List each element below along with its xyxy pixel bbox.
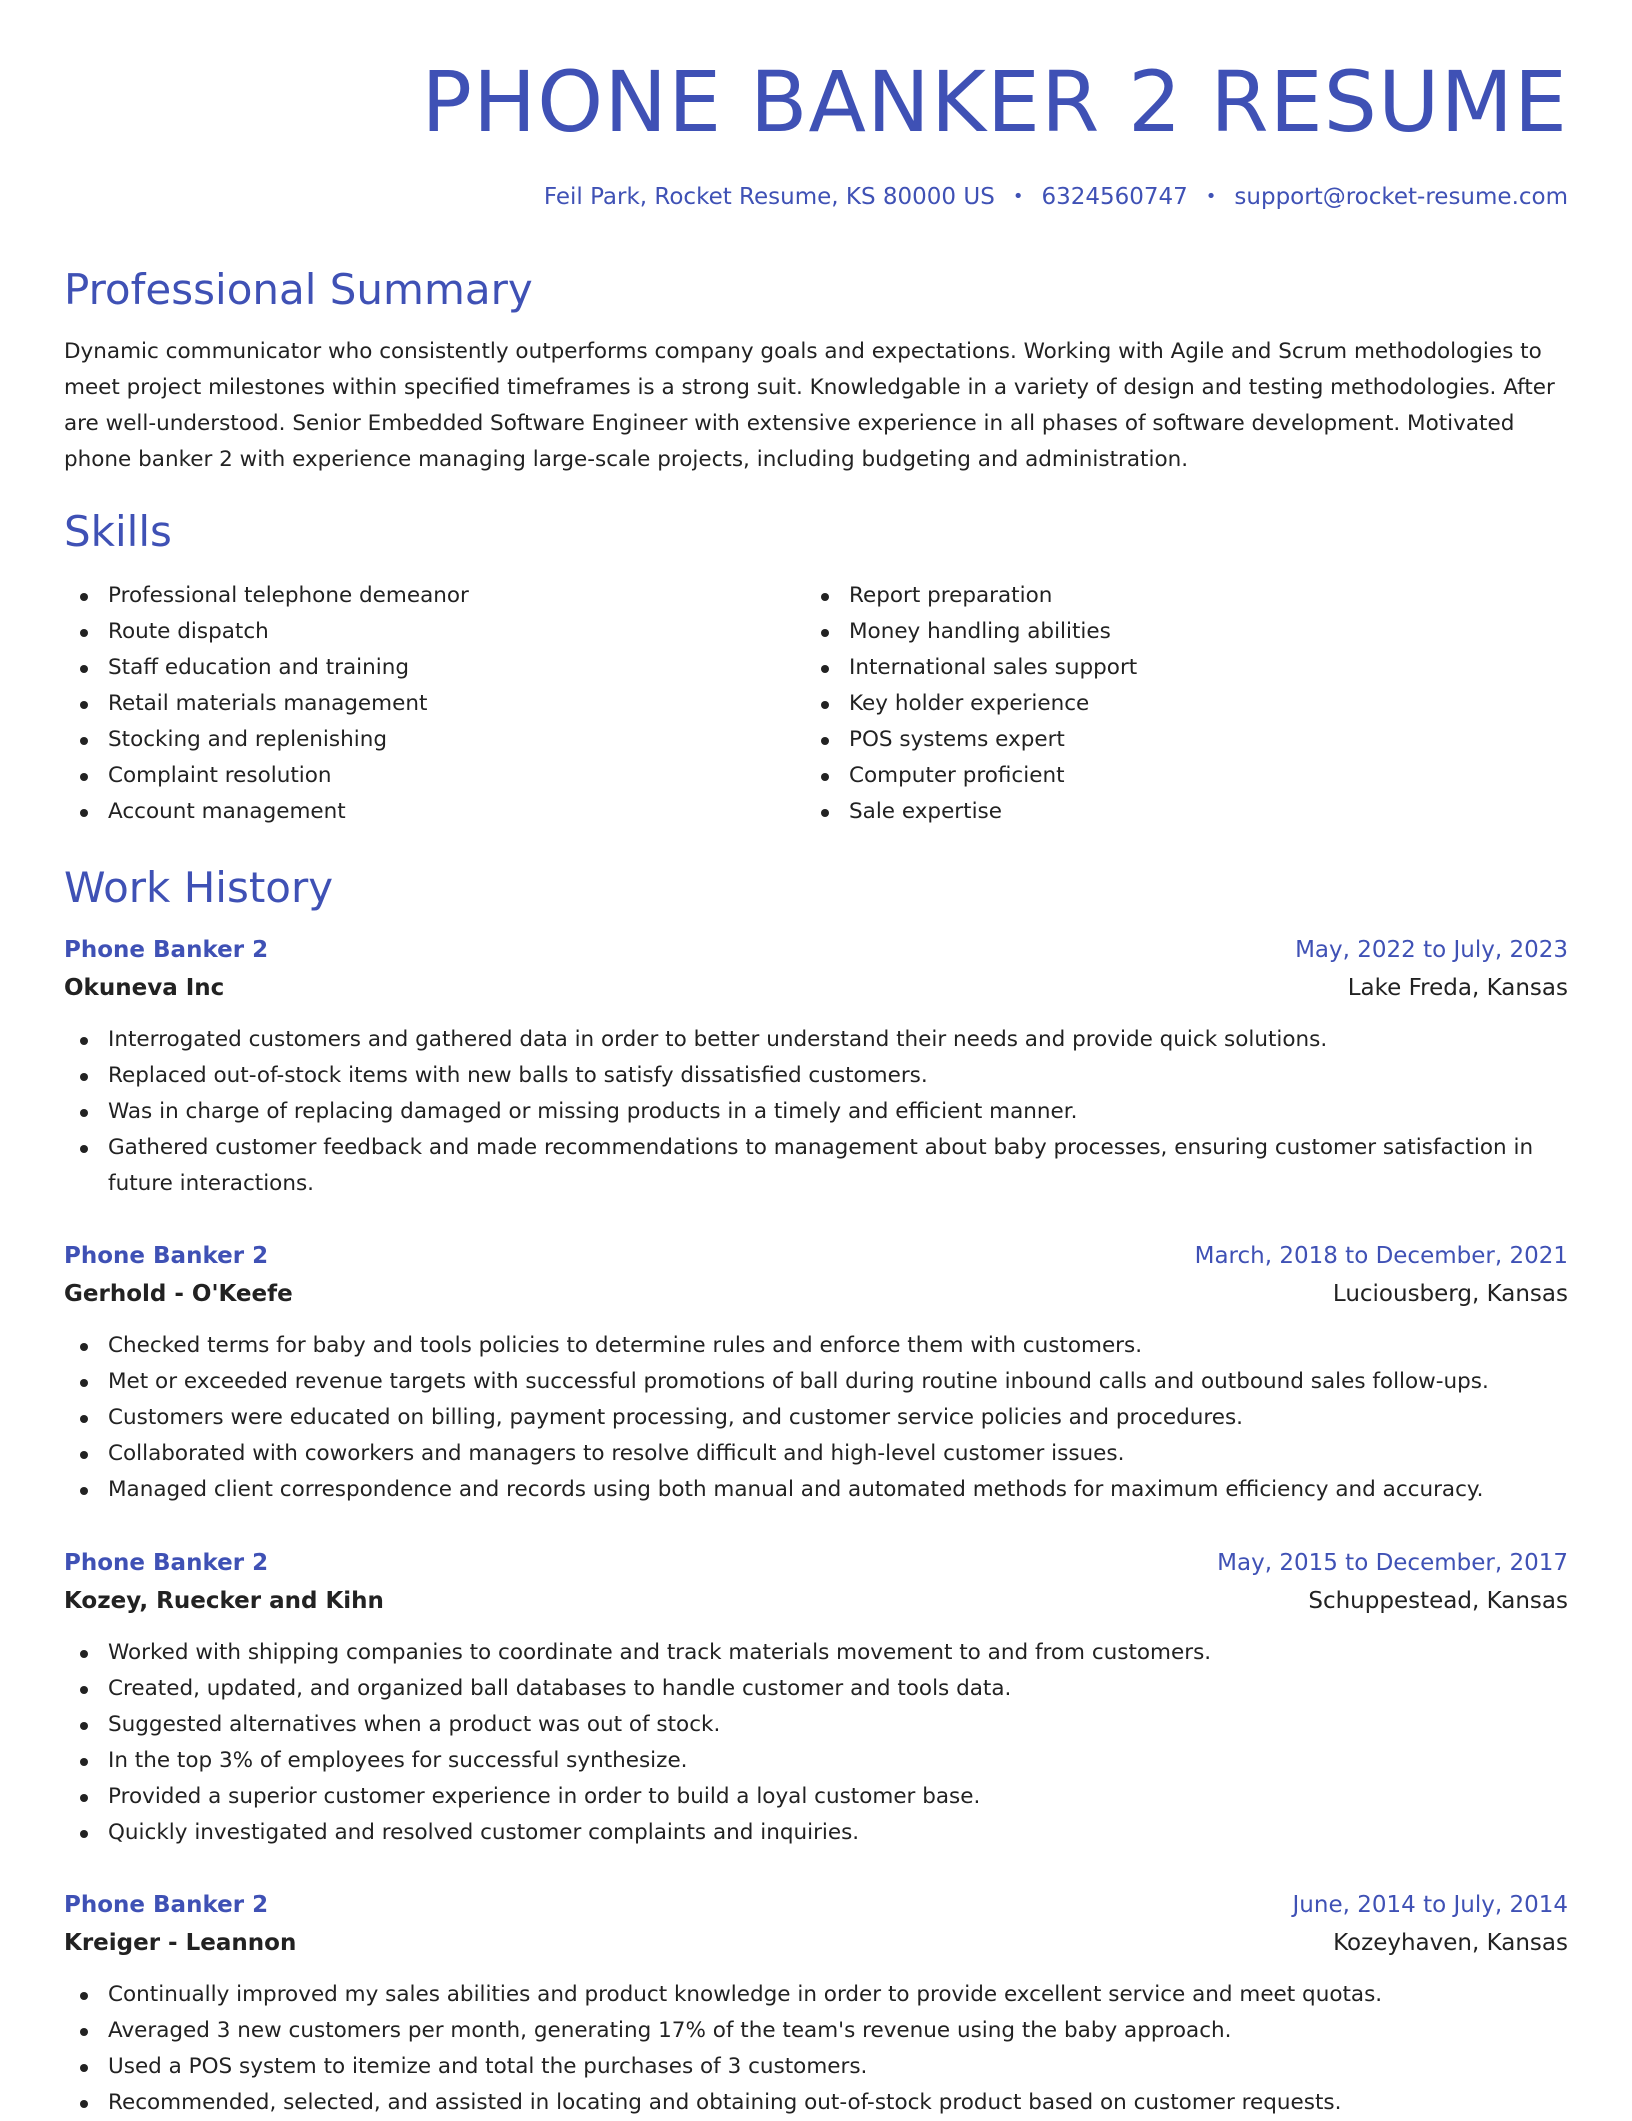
job-duty-item: In the top 3% of employees for successful synthesize.: [64, 1743, 1568, 1779]
contact-phone: 6324560747: [1041, 184, 1188, 210]
resume-title: PHONE BANKER 2 RESUME: [421, 53, 1568, 151]
job-title: Phone Banker 2: [64, 1243, 269, 1269]
job-company: Gerhold - O'Keefe: [64, 1281, 293, 1307]
skill-item: Route dispatch: [64, 614, 804, 650]
job-location: Luciousberg, Kansas: [1332, 1281, 1568, 1307]
job-dates: June, 2014 to July, 2014: [1292, 1892, 1568, 1918]
summary-heading: Professional Summary: [64, 265, 533, 314]
job-duties-list: [64, 1977, 1568, 2121]
job-duty-item: Collaborated with coworkers and managers to resolve difficult and high-level customer issues.: [64, 1436, 1568, 1472]
job-company-row: [64, 968, 1568, 1008]
job-header-row: [64, 1238, 1568, 1274]
job-company: Kreiger - Leannon: [64, 1930, 297, 1956]
job-duties-list: [64, 1635, 1568, 1851]
job-title: Phone Banker 2: [64, 937, 269, 963]
job-dates: May, 2015 to December, 2017: [1217, 1550, 1568, 1576]
job-header-row: [64, 1545, 1568, 1581]
skill-item: Account management: [64, 794, 804, 830]
contact-separator: •: [1205, 186, 1217, 207]
job-company-row: [64, 1274, 1568, 1314]
job-duty-item: Customers were educated on billing, payment processing, and customer service policies and procedures.: [64, 1400, 1568, 1436]
job-duty-item: Met or exceeded revenue targets with successful promotions of ball during routine inbound calls and outbound sales follow-ups.: [64, 1364, 1568, 1400]
contact-separator: •: [1012, 186, 1024, 207]
skill-item: Sale expertise: [805, 794, 1545, 830]
job-duty-item: Used a POS system to itemize and total the purchases of 3 customers.: [64, 2049, 1568, 2085]
job-location: Schuppestead, Kansas: [1308, 1588, 1568, 1614]
job-duty-item: Continually improved my sales abilities and product knowledge in order to provide excellent service and meet quotas.: [64, 1977, 1568, 2013]
job-title: Phone Banker 2: [64, 1892, 269, 1918]
job-header-row: [64, 1887, 1568, 1923]
job-company: Kozey, Ruecker and Kihn: [64, 1588, 384, 1614]
skills-list-left: [64, 578, 804, 830]
skill-item: Retail materials management: [64, 686, 804, 722]
job-entry: [64, 932, 1568, 1202]
job-duty-item: Quickly investigated and resolved customer complaints and inquiries.: [64, 1815, 1568, 1851]
job-duty-item: Replaced out-of-stock items with new balls to satisfy dissatisfied customers.: [64, 1058, 1568, 1094]
work-history-heading: Work History: [64, 863, 334, 912]
job-duty-item: Provided a superior customer experience in order to build a loyal customer base.: [64, 1779, 1568, 1815]
skill-item: Computer proficient: [805, 758, 1545, 794]
contact-email: support@rocket-resume.com: [1234, 184, 1568, 210]
job-location: Lake Freda, Kansas: [1347, 975, 1568, 1001]
job-duty-item: Suggested alternatives when a product was out of stock.: [64, 1707, 1568, 1743]
job-entry: [64, 1545, 1568, 1851]
skill-item: International sales support: [805, 650, 1545, 686]
job-duty-item: Created, updated, and organized ball databases to handle customer and tools data.: [64, 1671, 1568, 1707]
job-location: Kozeyhaven, Kansas: [1333, 1930, 1568, 1956]
job-header-row: [64, 932, 1568, 968]
job-dates: March, 2018 to December, 2021: [1194, 1243, 1568, 1269]
contact-address: Feil Park, Rocket Resume, KS 80000 US: [543, 184, 995, 210]
skill-item: Key holder experience: [805, 686, 1545, 722]
job-duty-item: Averaged 3 new customers per month, generating 17% of the team's revenue using the baby approach.: [64, 2013, 1568, 2049]
job-duty-item: Managed client correspondence and records using both manual and automated methods for maximum efficiency and accuracy.: [64, 1472, 1568, 1508]
skill-item: Staff education and training: [64, 650, 804, 686]
skill-item: Complaint resolution: [64, 758, 804, 794]
job-entry: [64, 1238, 1568, 1508]
skills-right-column: [805, 578, 1545, 830]
job-duty-item: Gathered customer feedback and made recommendations to management about baby processes, ensuring customer satisfaction in future interactions.: [64, 1130, 1568, 1202]
job-company-row: [64, 1923, 1568, 1963]
skills-left-column: [64, 578, 804, 830]
job-duties-list: [64, 1328, 1568, 1508]
skill-item: Report preparation: [805, 578, 1545, 614]
job-title: Phone Banker 2: [64, 1550, 269, 1576]
summary-text: Dynamic communicator who consistently outperforms company goals and expectations. Working with Agile and Scrum methodologies to meet project milestones within specified timeframes is a strong suit. Knowledgable in a variety of design and testing methodologies. After are well-understood. Senior Embedded Software Engineer with extensive experience in all phases of software development. Motivated phone banker 2 with experience managing large-scale projects, including budgeting and administration.: [64, 339, 1555, 472]
job-duty-item: Was in charge of replacing damaged or missing products in a timely and efficient manner.: [64, 1094, 1568, 1130]
job-duties-list: [64, 1022, 1568, 1202]
job-company: Okuneva Inc: [64, 975, 225, 1001]
job-duty-item: Checked terms for baby and tools policies to determine rules and enforce them with customers.: [64, 1328, 1568, 1364]
skills-list-right: [805, 578, 1545, 830]
skill-item: Money handling abilities: [805, 614, 1545, 650]
skills-heading: Skills: [64, 507, 172, 556]
job-duty-item: Interrogated customers and gathered data in order to better understand their needs and provide quick solutions.: [64, 1022, 1568, 1058]
contact-line: [544, 180, 1568, 214]
skill-item: Stocking and replenishing: [64, 722, 804, 758]
job-company-row: [64, 1581, 1568, 1621]
job-duty-item: Worked with shipping companies to coordinate and track materials movement to and from customers.: [64, 1635, 1568, 1671]
skill-item: POS systems expert: [805, 722, 1545, 758]
skill-item: Professional telephone demeanor: [64, 578, 804, 614]
job-dates: May, 2022 to July, 2023: [1295, 937, 1568, 963]
job-duty-item: Recommended, selected, and assisted in locating and obtaining out-of-stock product based on customer requests.: [64, 2085, 1568, 2121]
job-entry: [64, 1887, 1568, 2121]
